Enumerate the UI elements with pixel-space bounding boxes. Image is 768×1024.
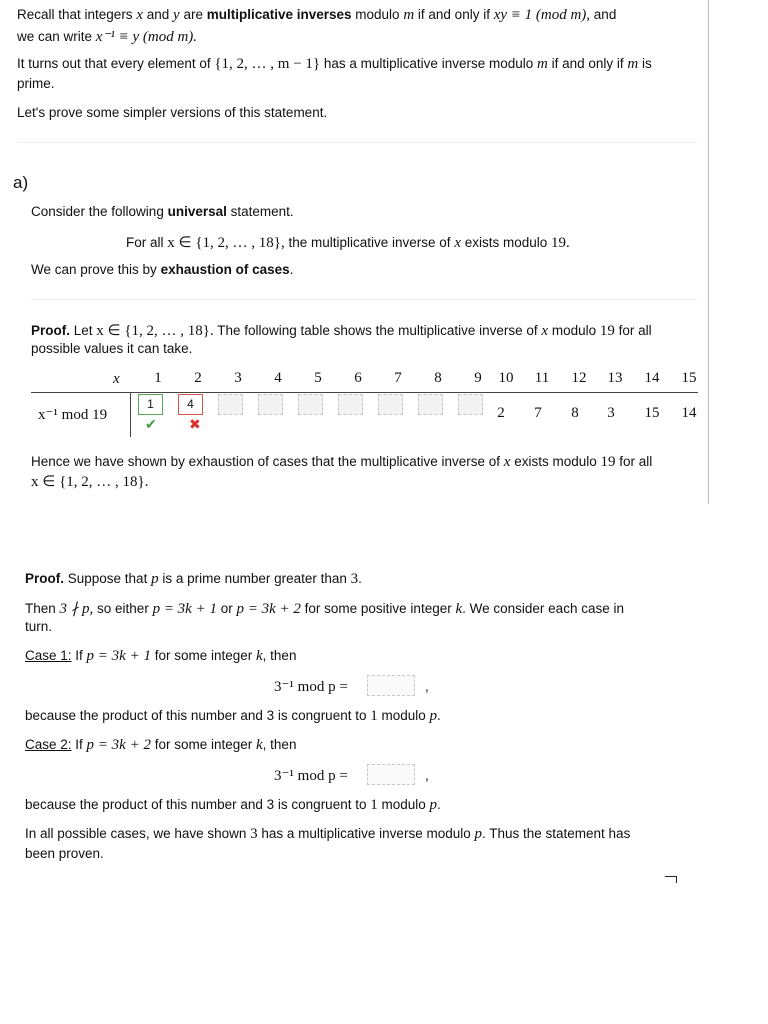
intro-line-1: Recall that integers x and y are multiplicative inverses modulo m if and only if xy ≡ 1 (mod m), and xyxy=(17,7,617,23)
answer-input-9[interactable] xyxy=(458,394,483,415)
table-row-label-inverse: x⁻¹ mod 19 xyxy=(38,407,108,423)
table-header: 5 xyxy=(314,370,322,386)
table-header: 7 xyxy=(394,370,402,386)
table-header: 8 xyxy=(434,370,442,386)
table-header: 4 xyxy=(274,370,282,386)
case-2-expression: 3⁻¹ mod p = xyxy=(274,768,348,784)
table-header: 10 xyxy=(498,370,514,386)
case-1-expression: 3⁻¹ mod p = xyxy=(274,679,348,695)
answer-input-3[interactable] xyxy=(218,394,243,415)
table-value: 8 xyxy=(571,405,579,421)
case-1-because: because the product of this number and 3 is congruent to 1 modulo p. xyxy=(25,708,441,724)
separator xyxy=(17,142,697,143)
proof-a-line-2: possible values it can take. xyxy=(31,341,193,356)
table-header: 2 xyxy=(194,370,202,386)
cross-icon: ✖ xyxy=(189,416,201,432)
table-header: 15 xyxy=(681,370,697,386)
answer-input-8[interactable] xyxy=(418,394,443,415)
table-header: 9 xyxy=(474,370,482,386)
table-value: 2 xyxy=(497,405,505,421)
comma: , xyxy=(425,768,429,783)
table-header: 14 xyxy=(644,370,660,386)
answer-box-incorrect[interactable]: 4 xyxy=(178,394,203,415)
table-value: 15 xyxy=(644,405,660,421)
case-2-answer-input[interactable] xyxy=(367,764,415,785)
intro-para-2: It turns out that every element of {1, 2, … , m − 1} has a multiplicative inverse modulo m if and only if m is xyxy=(17,56,652,72)
table-hline xyxy=(31,392,698,393)
bracket-mark xyxy=(665,876,677,883)
proof-a-line-1: Proof. Let x ∈ {1, 2, … , 18}. The following table shows the multiplicative inverse of x modulo 19 for all xyxy=(31,323,652,339)
table-header: 13 xyxy=(607,370,623,386)
case-1: Case 1: If p = 3k + 1 for some integer k, then xyxy=(25,648,297,664)
answer-input-4[interactable] xyxy=(258,394,283,415)
check-icon: ✔ xyxy=(145,416,157,432)
universal-statement: For all x ∈ {1, 2, … , 18}, the multiplicative inverse of x exists modulo 19. xyxy=(126,235,570,251)
table-header: 1 xyxy=(154,370,162,386)
table-vline xyxy=(130,392,131,437)
part-a-label: a) xyxy=(13,173,29,192)
comma: , xyxy=(425,679,429,694)
answer-box-correct[interactable]: 1 xyxy=(138,394,163,415)
case-2-because: because the product of this number and 3 is congruent to 1 modulo p. xyxy=(25,797,441,813)
right-border xyxy=(708,0,709,504)
case-2: Case 2: If p = 3k + 2 for some integer k, then xyxy=(25,737,297,753)
answer-input-6[interactable] xyxy=(338,394,363,415)
proof-b-then: Then 3 ∤ p, so either p = 3k + 1 or p = 3k + 2 for some positive integer k. We consider each case in xyxy=(25,601,624,617)
table-header: 3 xyxy=(234,370,242,386)
table-value: 14 xyxy=(681,405,697,421)
answer-input-5[interactable] xyxy=(298,394,323,415)
conclusion-line-2: been proven. xyxy=(25,846,104,861)
intro-para-3: Let's prove some simpler versions of this statement. xyxy=(17,105,328,120)
answer-input-7[interactable] xyxy=(378,394,403,415)
table-value: 7 xyxy=(534,405,542,421)
consider-statement: Consider the following universal statement. xyxy=(31,204,294,219)
intro-para-2-line-2: prime. xyxy=(17,76,55,91)
hence-line-1: Hence we have shown by exhaustion of cases that the multiplicative inverse of x exists modulo 19 for all xyxy=(31,454,653,470)
hence-line-2: x ∈ {1, 2, … , 18}. xyxy=(31,474,149,490)
intro-line-2: we can write x⁻¹ ≡ y (mod m). xyxy=(17,29,198,45)
table-header: 6 xyxy=(354,370,362,386)
table-header: 11 xyxy=(534,370,550,386)
table-row-label-x: x xyxy=(113,371,120,387)
proof-b-line-1: Proof. Suppose that p is a prime number greater than 3. xyxy=(25,571,362,587)
separator xyxy=(31,299,697,300)
case-1-answer-input[interactable] xyxy=(367,675,415,696)
proof-b-then-line-2: turn. xyxy=(25,619,53,634)
conclusion-line-1: In all possible cases, we have shown 3 has a multiplicative inverse modulo p. Thus the statement has xyxy=(25,826,631,842)
table-value: 3 xyxy=(607,405,615,421)
prove-by-exhaustion: We can prove this by exhaustion of cases. xyxy=(31,262,294,277)
table-header: 12 xyxy=(571,370,587,386)
